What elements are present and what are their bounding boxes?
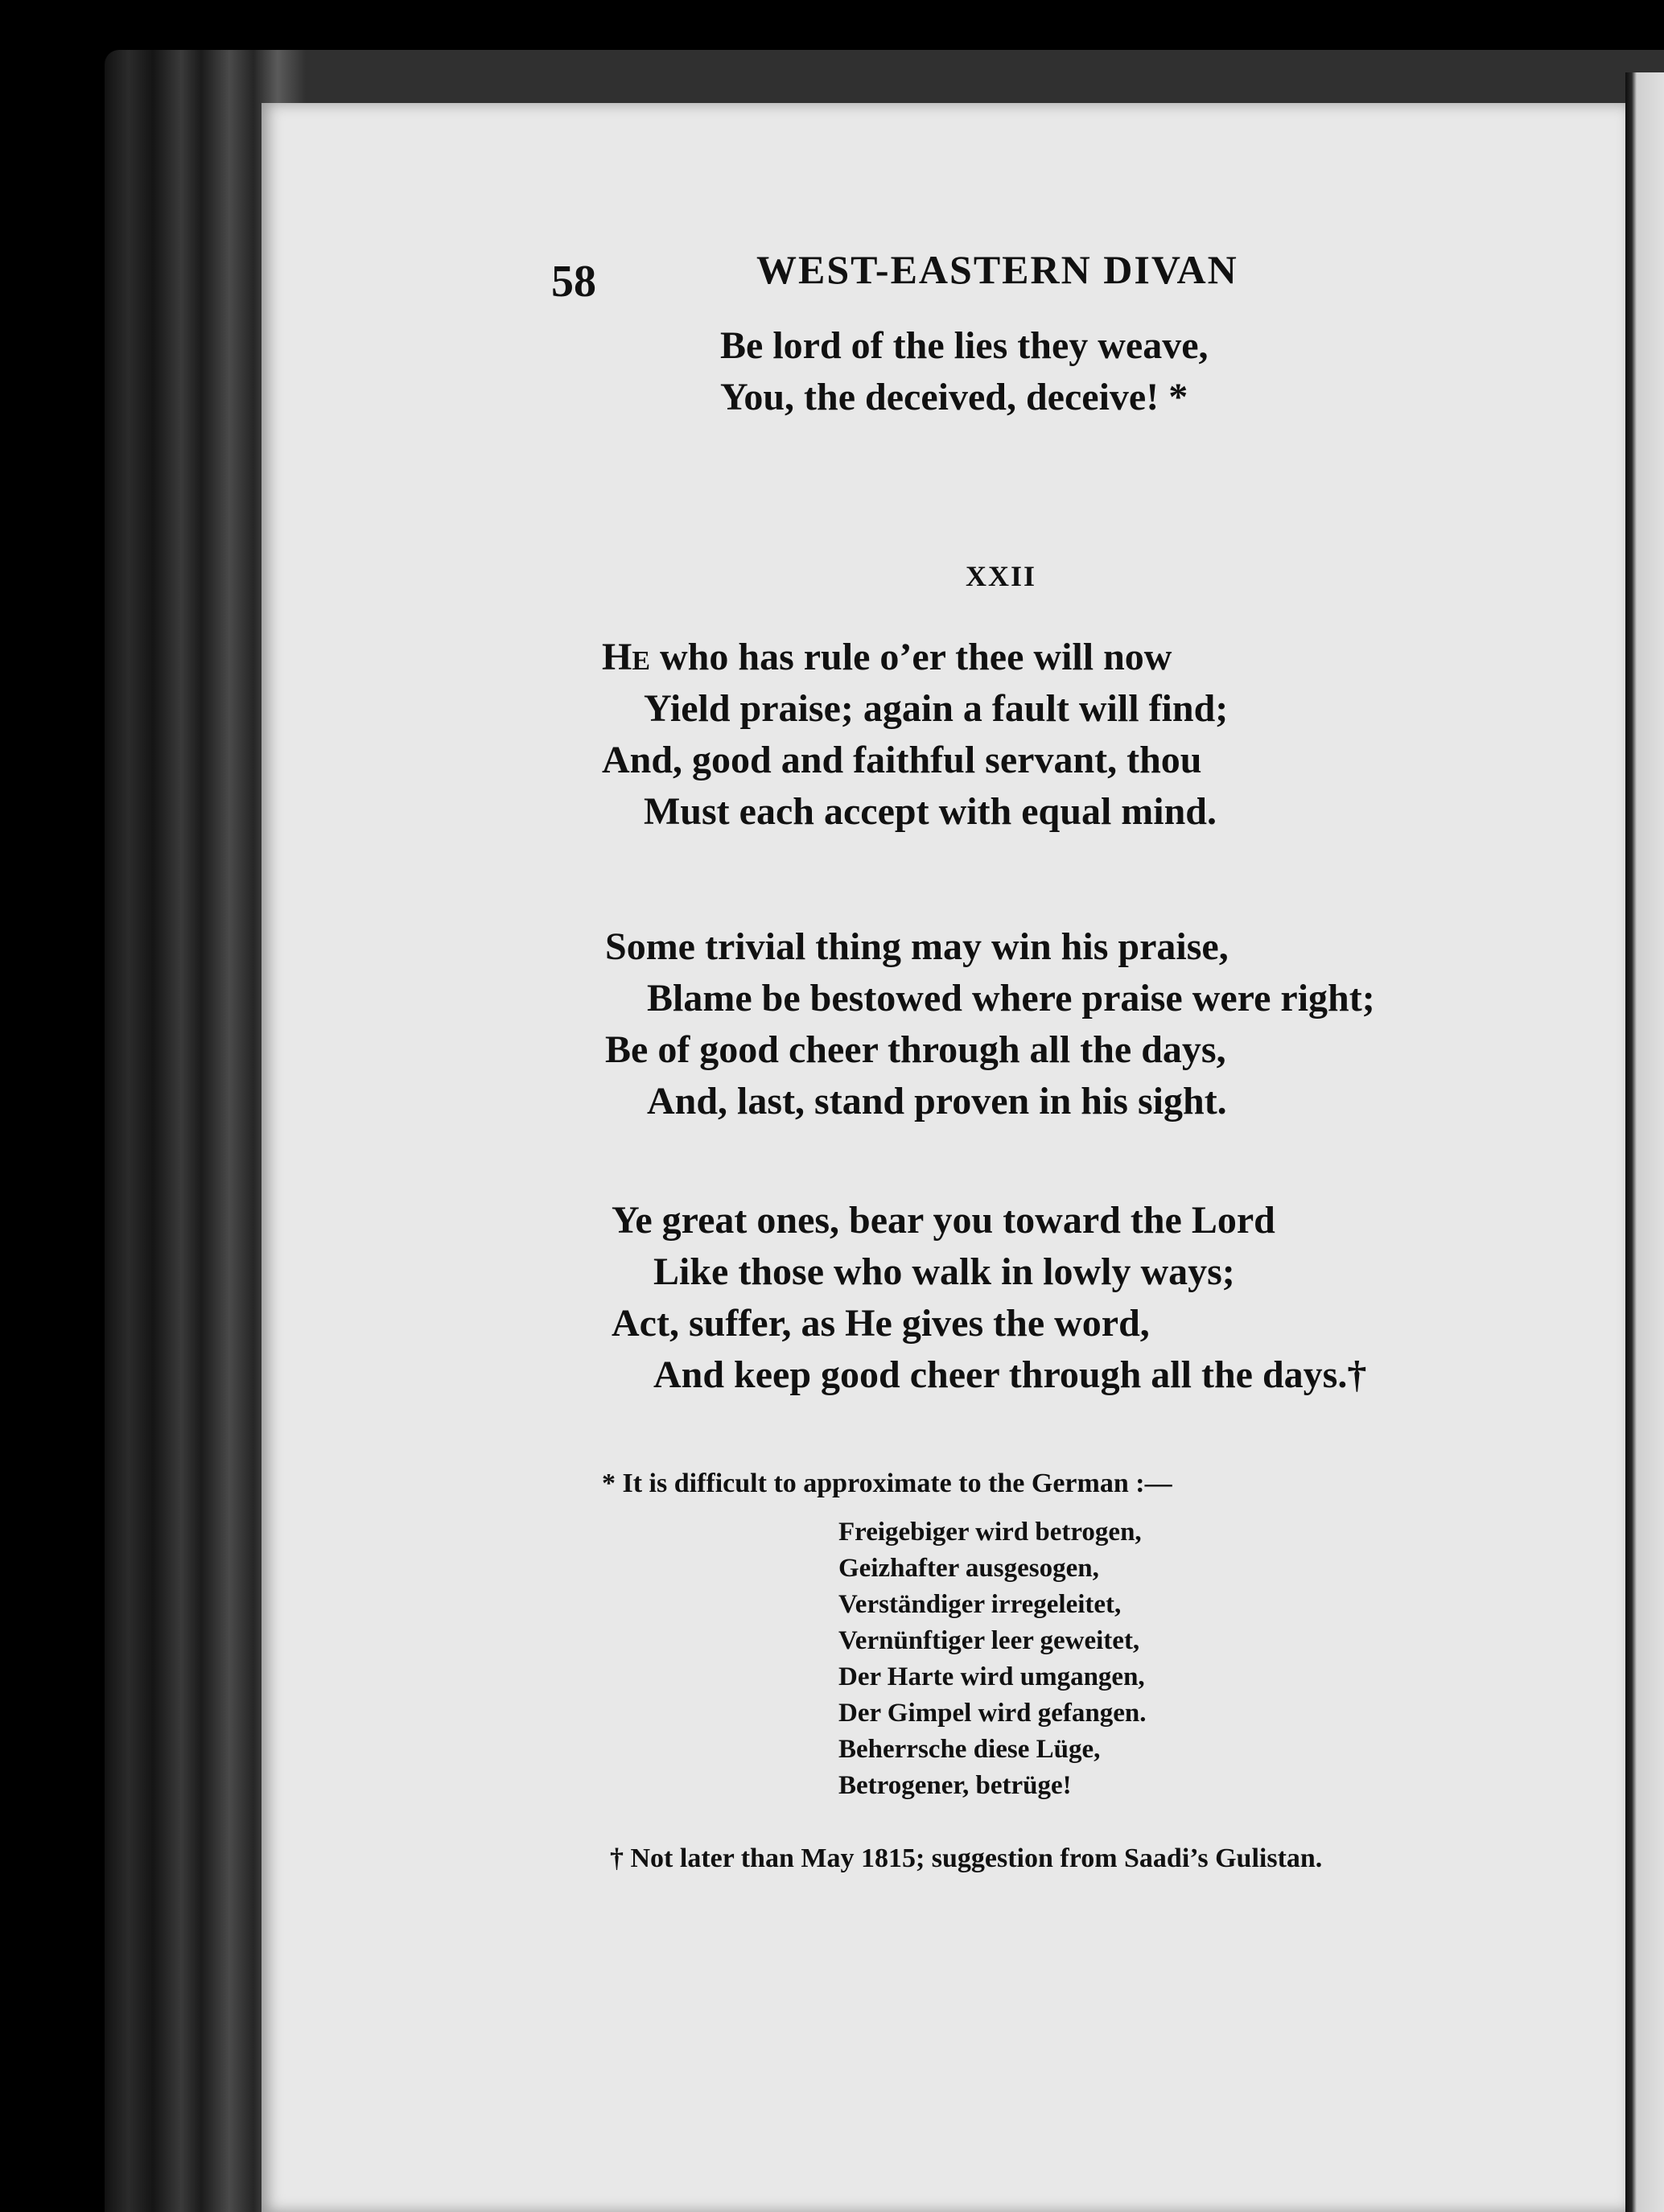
verse-line: Must each accept with equal mind. xyxy=(644,790,1217,833)
verse-line: Yield praise; again a fault will find; xyxy=(644,687,1229,730)
german-line: Freigebiger wird betrogen, xyxy=(838,1518,1142,1547)
verse-line: And, last, stand proven in his sight. xyxy=(647,1080,1227,1122)
verse-line: Some trivial thing may win his praise, xyxy=(605,925,1229,968)
verse-line: Act, suffer, as He gives the word, xyxy=(612,1302,1150,1345)
german-line: Vernünftiger leer geweitet, xyxy=(838,1626,1140,1655)
opening-lines xyxy=(720,320,1209,423)
verse-line-rest: who has rule o’er thee will now xyxy=(650,636,1172,678)
verse-line: And, good and faithful servant, thou xyxy=(602,739,1202,781)
stanza-1 xyxy=(602,632,1228,838)
running-title: WEST-EASTERN DIVAN xyxy=(756,247,1238,292)
german-quote xyxy=(838,1514,1147,1804)
dropcap-word: He xyxy=(602,636,651,678)
verse-line: Like those who walk in lowly ways; xyxy=(653,1250,1235,1293)
german-line: Der Gimpel wird gefangen. xyxy=(838,1699,1147,1728)
german-line: Verständiger irregeleitet, xyxy=(838,1590,1122,1619)
page-number: 58 xyxy=(551,257,596,307)
section-heading: XXII xyxy=(966,560,1037,592)
verse-line: Be of good cheer through all the days, xyxy=(605,1028,1226,1071)
german-line: Der Harte wird umgangen, xyxy=(838,1662,1145,1691)
stanza-3 xyxy=(612,1195,1366,1401)
german-line: Beherrsche diese Lüge, xyxy=(838,1735,1101,1764)
verse-line: Ye great ones, bear you toward the Lord xyxy=(612,1199,1275,1242)
verse-line xyxy=(602,632,1228,683)
stanza-2 xyxy=(605,921,1375,1127)
verse-line: And keep good cheer through all the days.† xyxy=(653,1353,1367,1396)
footnote-2: † Not later than May 1815; suggestion from Saadi’s Gulistan. xyxy=(610,1843,1323,1873)
verse-line: Be lord of the lies they weave, xyxy=(720,324,1209,367)
german-line: Geizhafter ausgesogen, xyxy=(838,1554,1099,1583)
verse-line: Blame be bestowed where praise were right; xyxy=(647,977,1375,1019)
german-line: Betrogener, betrüge! xyxy=(838,1771,1072,1800)
verse-line: You, the deceived, deceive! * xyxy=(720,376,1188,418)
footnote-1: * It is difficult to approximate to the German :— xyxy=(602,1468,1172,1498)
facing-page-edge xyxy=(1625,72,1664,2212)
